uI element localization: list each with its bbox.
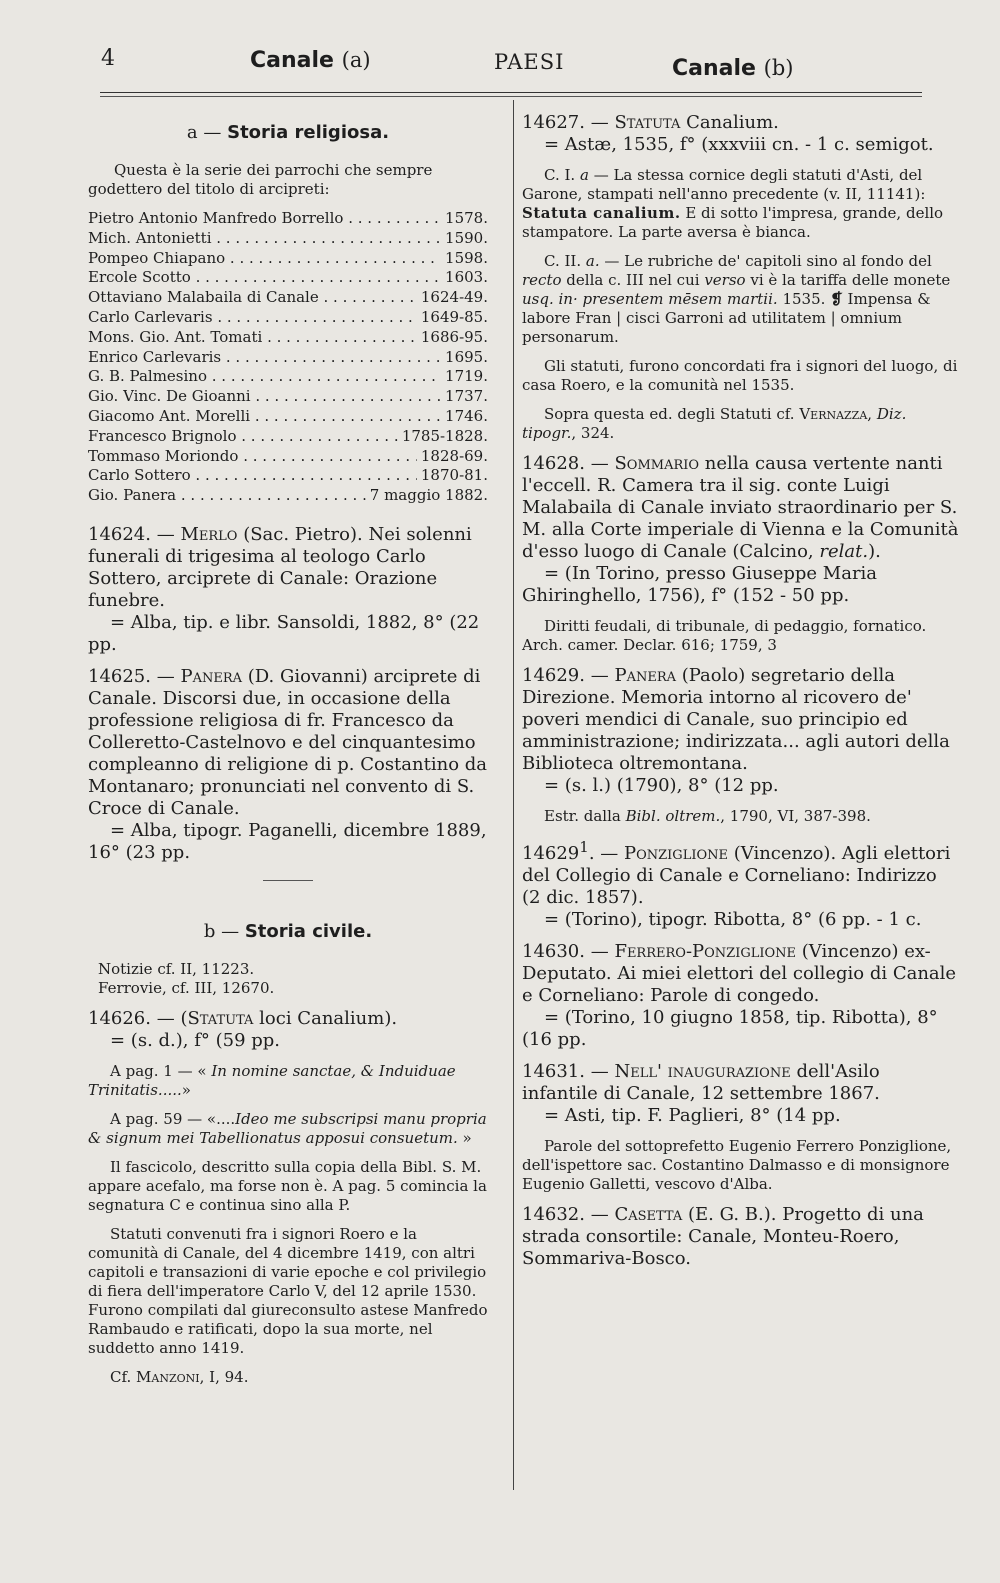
priest-name: Francesco Brignolo . . . (88, 427, 398, 447)
priest-year: 1686-95. (420, 327, 488, 346)
priest-year: 1785-1828. (401, 426, 488, 445)
priest-year: 1649-85. (420, 307, 488, 326)
priest-name: Giacomo Ant. Morelli . . . (88, 407, 441, 427)
entry-text: (Vincenzo). Agli elettori del Collegio di Canale e Corneliano: Indirizzo (2 dic. 1857). (522, 843, 951, 908)
entry-14631 (522, 1061, 960, 1127)
entry-14626 (88, 1008, 488, 1052)
section-b-label: b — (203, 920, 240, 942)
note-c2-recto: recto (522, 271, 562, 289)
priest-year: 1603. (445, 268, 488, 287)
note-estr-c: , 1790, VI, 387-398. (720, 807, 871, 825)
section-a-title (88, 122, 488, 143)
note-c2-f: 1535. (782, 290, 826, 308)
note-c2-a: C. II. (544, 252, 582, 270)
entry-imprint: = (s. d.), f° (59 pp. (110, 1029, 281, 1051)
entry-author: Casetta (614, 1204, 683, 1225)
entry-number-sup: 1 (579, 838, 589, 856)
entry-14628 (522, 453, 960, 607)
note-c2-e: vi è la tariffa delle monete (750, 271, 951, 289)
note-sopra (522, 405, 960, 443)
entry-14625 (88, 666, 488, 864)
entry-text: (D. Giovanni) arciprete di Canale. Discorsi due, in occasione della professione religiosa di fr. Francesco da Colleretto-Castelnovo e del cinquantesimo compleanno di religione di p. Costantino da Montanaro; pronunciati nel convento di S. Croce di Canale. (88, 665, 488, 819)
entry-number: 14628. — (522, 453, 609, 474)
note-apag59-b: Ideo me subscripsi manu propria & signum mei Tabellionatus apposui consuetum. (88, 1109, 487, 1147)
priest-row (88, 466, 488, 486)
entry-author: Ferrero-Ponziglione (614, 941, 797, 962)
note-sopra-a: Sopra questa ed. degli Statuti cf. (544, 405, 795, 423)
priest-year: 1590. (445, 228, 488, 247)
entry-author: (Statuta (180, 1007, 254, 1029)
note-diritti: Diritti feudali, di tribunale, di pedaggio, fornatico. Arch. camer. Declar. 616; 1759, 3 (522, 617, 927, 654)
note-c1-a: C. I. (544, 166, 576, 184)
section-b-heading: Storia civile. (244, 920, 373, 942)
header-rule-double (100, 96, 922, 97)
entry-text: (E. G. B.). Progetto di una strada consortile: Canale, Monteu-Roero, Sommariva-Bosco. (522, 1204, 924, 1269)
entry-text: (Vincenzo) ex-Deputato. Ai miei elettori del collegio di Canale e Corneliano: Parole di congedo. (522, 941, 957, 1006)
entry-relat: relat. (819, 541, 869, 562)
entry-author: Ponziglione (624, 843, 728, 864)
note-apag1-c: » (181, 1080, 191, 1099)
entry-number: 14626. — (88, 1007, 175, 1029)
note-sopra-e: , 324. (571, 424, 615, 442)
priest-name: Ercole Scotto . . . (88, 268, 441, 288)
priest-year: 7 maggio 1882. (369, 486, 488, 505)
priest-row (88, 367, 488, 387)
entry-imprint: = Alba, tip. e libr. Sansoldi, 1882, 8° (22 pp. (88, 611, 480, 655)
note-c2-g: Impensa & labore Fran | cisci Garroni ad utilitatem | omnium personarum. (522, 290, 931, 346)
note-apag59 (88, 1110, 488, 1148)
priest-name: Mich. Antonietti . . . (88, 229, 441, 249)
note-sopra-b: Vernazza (799, 405, 868, 423)
header-center-title: PAESI (494, 50, 565, 74)
header-right-sub: (b) (763, 56, 794, 80)
entry-text: nella causa vertente nanti l'eccell. R. Camera tra il sig. conte Luigi Malabaila di Canale inviato straordinario per S. M. alla Corte imperiale di Vienna e la Comunità d'esso luogo di Canale (Calcino, (522, 453, 959, 562)
note-sopra-d: Diz. tipogr. (522, 405, 907, 442)
page-number: 4 (101, 46, 115, 71)
header-left-title-text: Canale (250, 48, 334, 73)
note-apag1-b: In nomine sanctae, & Induiduae Trinitatis..... (88, 1061, 456, 1099)
note-c1-gothic: Statuta canalium. (522, 204, 681, 222)
priest-row (88, 249, 488, 269)
entry-imprint: = (In Torino, presso Giuseppe Maria Ghiringhello, 1756), f° (152 - 50 pp. (522, 563, 878, 606)
entry-14624 (88, 524, 488, 656)
note-c2-d: della c. III nel cui (566, 271, 700, 289)
note-ferrovie: Ferrovie, cf. III, 12670. (98, 978, 275, 997)
note-c2-c: — Le rubriche de' capitoli sino al fondo del (604, 252, 932, 270)
section-b-title (88, 921, 488, 942)
priest-name: Enrico Carlevaris . . . (88, 348, 441, 368)
note-fascicolo: Il fascicolo, descritto sulla copia della Bibl. S. M. appare acefalo, ma forse non è. A pag. 5 comincia la segnatura C e continua sino alla P. (88, 1157, 487, 1214)
entry-imprint: = (Torino), tipogr. Ribotta, 8° (6 pp. - 1 c. (544, 909, 922, 930)
priests-intro: Questa è la serie dei parrochi che sempre godettero del titolo di arcipreti: (88, 161, 433, 198)
note-apag59-a: A pag. 59 — «.... (110, 1109, 236, 1128)
note-c2-verso: verso (704, 271, 746, 289)
note-c1-c: — La stessa cornice degli statuti d'Asti, del Garone, stampati nell'anno precedente (v. II, 11141): (522, 166, 926, 203)
priest-row (88, 229, 488, 249)
note-estr-b: Bibl. oltrem. (625, 807, 721, 825)
column-divider (513, 100, 514, 1490)
header-rule (100, 92, 922, 93)
priest-year: 1598. (445, 248, 488, 267)
priest-name: Ottaviano Malabaila di Canale . . . (88, 288, 417, 308)
entry-14627 (522, 112, 960, 156)
entry-14630 (522, 941, 960, 1051)
priest-row (88, 387, 488, 407)
note-cf-manzoni (88, 1368, 488, 1387)
entry-author: Panera (614, 665, 676, 686)
entry-text-end: ). (868, 541, 881, 562)
priest-year: 1578. (445, 209, 488, 227)
entry-number: 14631. — (522, 1061, 609, 1082)
note-c2-usq: usq. in· presentem mēsem martii. (522, 290, 778, 308)
priest-row (88, 447, 488, 467)
running-head (0, 42, 1000, 92)
header-right-title (672, 56, 793, 81)
priest-row (88, 328, 488, 348)
priest-year: 1719. (445, 367, 488, 386)
entry-text: loci Canalium). (259, 1007, 398, 1029)
priest-year: 1746. (445, 406, 488, 425)
note-c2-b: a. (585, 252, 600, 270)
priest-row (88, 288, 488, 308)
entry-author: Statuta (614, 112, 681, 133)
header-right-title-text: Canale (672, 56, 756, 81)
note-apag1 (88, 1062, 488, 1100)
priest-row (88, 348, 488, 368)
priest-name: Carlo Carlevaris . . . (88, 308, 417, 328)
priest-row (88, 407, 488, 427)
left-column (88, 112, 488, 1397)
note-c2 (522, 252, 960, 347)
section-separator (263, 880, 313, 881)
note-gli-statuti: Gli statuti, furono concordati fra i signori del luogo, di casa Roero, e la comunità nel 1535. (522, 357, 958, 394)
note-cf-b: Manzoni (136, 1367, 200, 1386)
note-notizie: Notizie cf. II, 11223. (98, 959, 255, 978)
entry-imprint: = (Torino, 10 giugno 1858, tip. Ribotta), 8° (16 pp. (522, 1007, 938, 1050)
note-c1 (522, 166, 960, 242)
entry-number-dash: . — (588, 843, 619, 864)
entry-author: Sommario (614, 453, 700, 474)
entry-imprint: = Asti, tip. F. Paglieri, 8° (14 pp. (544, 1105, 841, 1126)
entry-14629-1 (522, 836, 960, 931)
priest-name: Mons. Gio. Ant. Tomati . . . (88, 328, 417, 348)
priest-row (88, 486, 488, 506)
header-left-sub: (a) (341, 48, 371, 72)
right-column (522, 112, 960, 1280)
entry-imprint: = Alba, tipogr. Paganelli, dicembre 1889, 16° (23 pp. (88, 819, 487, 863)
entry-imprint: = Astæ, 1535, f° (xxxviii cn. - 1 c. semigot. (544, 134, 934, 155)
entry-number: 14630. — (522, 941, 609, 962)
entry-number: 14629 (522, 843, 580, 864)
priest-name: Carlo Sottero . . . (88, 466, 417, 486)
header-left-title (250, 48, 371, 73)
entry-14629 (522, 665, 960, 797)
priest-name: G. B. Palmesino . . . (88, 367, 441, 387)
entry-author: Panera (180, 665, 242, 687)
entry-number: 14632. — (522, 1204, 609, 1225)
pilcrow-icon: ❡ (830, 290, 843, 308)
priest-row (88, 209, 488, 229)
note-apag1-a: A pag. 1 — « (110, 1061, 207, 1080)
priest-name: Tommaso Moriondo . . . (88, 447, 417, 467)
note-estr-a: Estr. dalla (544, 807, 621, 825)
priest-row (88, 308, 488, 328)
priests-list (88, 209, 488, 506)
note-sopra-c: , (867, 405, 873, 423)
entry-author: Merlo (180, 523, 238, 545)
note-c1-d: E di sotto l'impresa, grande, dello stampatore. La parte aversa è bianca. (522, 204, 944, 241)
note-cf-a: Cf. (110, 1367, 132, 1386)
entry-number: 14624. — (88, 523, 175, 545)
entry-imprint: = (s. l.) (1790), 8° (12 pp. (544, 775, 779, 796)
note-estr (522, 807, 960, 826)
priest-year: 1828-69. (420, 446, 488, 465)
entry-text: (Paolo) segretario della Direzione. Memoria intorno al ricovero de' poveri mendici di Canale, suo principio ed amministrazione; indirizzata... agli autori della Biblioteca oltremontana. (522, 665, 950, 774)
priest-name: Pietro Antonio Manfredo Borrello . . . (88, 209, 441, 229)
priest-row (88, 268, 488, 288)
priest-name: Gio. Panera . . . (88, 486, 366, 506)
entry-number: 14625. — (88, 665, 175, 687)
priest-year: 1870-81. (420, 466, 488, 485)
note-cf-c: , I, 94. (199, 1367, 249, 1386)
entry-number: 14627. — (522, 112, 609, 133)
priest-row (88, 427, 488, 447)
note-c1-b: a (579, 166, 589, 184)
note-parole: Parole del sottoprefetto Eugenio Ferrero Ponziglione, dell'ispettore sac. Costantino Dalmasso e di monsignore Eugenio Galletti, vescovo d'Alba. (522, 1137, 952, 1193)
entry-text: dell'Asilo infantile di Canale, 12 settembre 1867. (522, 1061, 880, 1104)
note-apag59-c: » (462, 1128, 472, 1147)
entry-14632 (522, 1204, 960, 1270)
priest-year: 1624-49. (420, 288, 488, 307)
section-a-heading: Storia religiosa. (227, 122, 390, 143)
priest-year: 1695. (445, 347, 488, 366)
entry-text: (Sac. Pietro). Nei solenni funerali di trigesima al teologo Carlo Sottero, arciprete di Canale: Orazione funebre. (88, 523, 472, 611)
priest-name: Gio. Vinc. De Gioanni . . . (88, 387, 441, 407)
priest-year: 1737. (445, 387, 488, 406)
priest-name: Pompeo Chiapano . . . (88, 249, 441, 269)
entry-author: Nell' inaugurazione (614, 1061, 791, 1082)
section-a-label: a — (186, 122, 222, 143)
entry-number: 14629. — (522, 665, 609, 686)
note-statuti: Statuti convenuti fra i signori Roero e la comunità di Canale, del 4 dicembre 1419, con altri capitoli e transazioni di varie epoche e col privilegio di fiera dell'imperatore Carlo V, del 12 aprile 1530. Furono compilati dal giureconsulto astese Manfredo Rambaudo e ratificati, dopo la sua morte, nel suddetto anno 1419. (88, 1224, 488, 1357)
entry-text: Canalium. (686, 112, 779, 133)
